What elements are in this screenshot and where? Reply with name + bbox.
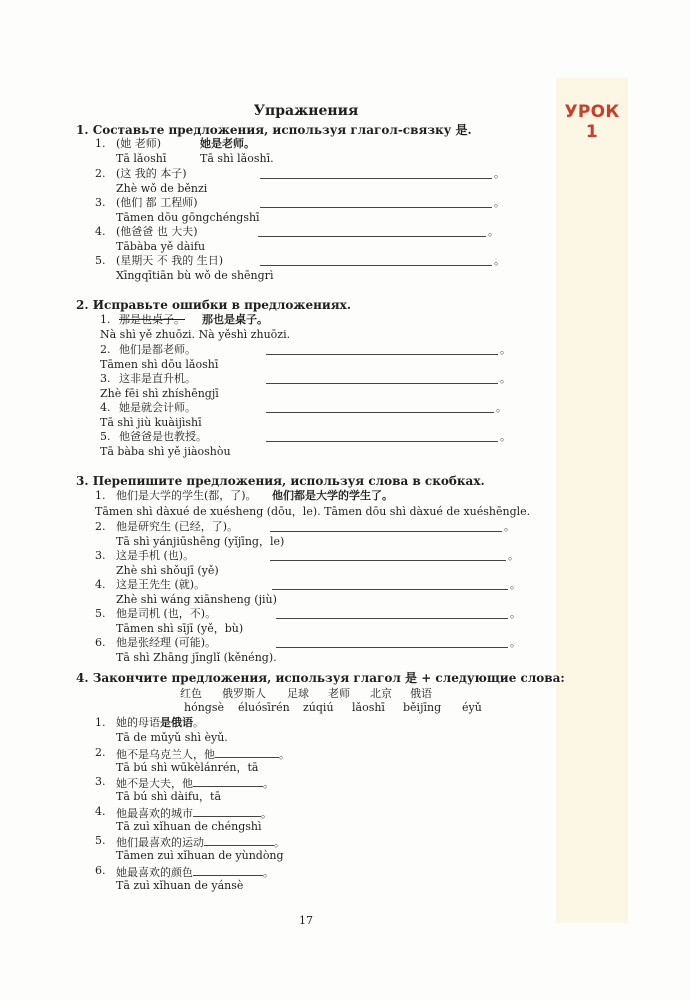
word-bank-pinyin: zúqiú <box>303 701 334 714</box>
answer-blank[interactable] <box>193 864 263 876</box>
ex2-item-end: 。 <box>500 430 511 443</box>
ex2-item-num: 3. <box>100 372 111 385</box>
ex2-item-pinyin: Zhè fēi shì zhíshēngjī <box>100 387 219 400</box>
ex2-item-pinyin: Tā shì jiù kuàijìshī <box>100 416 202 429</box>
ex3-item-pinyin: Tāmen shì dàxué de xuésheng (dōu，le). Tāmen dōu shì dàxué de xuéshēngle. <box>95 505 531 518</box>
ex1-item-pinyin-answer: Tā shì lǎoshī. <box>200 152 274 165</box>
ex4-item-pinyin: Tā de mǔyǔ shì èyǔ. <box>116 731 228 744</box>
ex4-item-num: 2. <box>95 746 106 759</box>
ex3-item-text: 这是手机 (也)。 <box>116 549 195 562</box>
answer-line[interactable] <box>258 236 486 237</box>
lesson-side-tab <box>556 78 628 923</box>
ex3-item-end: 。 <box>508 549 519 562</box>
ex4-item-answer: 是俄语 <box>160 716 193 729</box>
answer-line[interactable] <box>276 618 508 619</box>
ex4-item-text: 他不是乌克兰人，他 <box>116 748 215 761</box>
ex2-item-answer: 那也是桌子。 <box>202 313 268 326</box>
exercise-3-heading: 3. Перепишите предложения, используя слова в скобках. <box>76 474 485 488</box>
ex4-item-num: 6. <box>95 864 106 877</box>
answer-blank[interactable] <box>215 746 279 758</box>
ex4-item-tail: 。 <box>263 777 274 790</box>
ex1-item-pinyin: Tābàba yě dàifu <box>116 240 206 253</box>
ex3-item-answer: 他们都是大学的学生了。 <box>272 489 393 502</box>
answer-blank[interactable] <box>193 805 261 817</box>
ex2-item-num: 1. <box>100 313 111 326</box>
ex1-item-prompt: (他们 都 工程师) <box>116 196 198 209</box>
ex2-item-end: 。 <box>500 343 511 356</box>
ex1-item-pinyin: Tā lǎoshī <box>116 152 167 165</box>
ex2-item-end: 。 <box>500 372 511 385</box>
word-bank-cn: 红色 <box>180 687 202 700</box>
ex4-item-line <box>116 746 290 762</box>
ex1-item-end: 。 <box>494 167 505 180</box>
ex1-item-num: 5. <box>95 254 106 267</box>
ex2-item-text: 这非是直升机。 <box>119 372 196 385</box>
answer-line[interactable] <box>260 207 492 208</box>
ex4-item-tail: 。 <box>263 866 274 879</box>
word-bank-cn: 北京 <box>370 687 392 700</box>
ex3-item-num: 6. <box>95 636 106 649</box>
ex3-item-pinyin: Tā shì Zhāng jīnglǐ (kěnéng). <box>116 651 277 664</box>
ex4-item-tail: 。 <box>274 836 285 849</box>
answer-line[interactable] <box>272 589 508 590</box>
answer-line[interactable] <box>266 412 494 413</box>
ex2-item-pinyin: Tā bàba shì yě jiàoshòu <box>100 445 231 458</box>
ex4-item-line <box>116 775 274 791</box>
answer-line[interactable] <box>266 354 498 355</box>
ex1-item-pinyin: Tāmen dōu gōngchéngshī <box>116 211 260 224</box>
ex2-item-text: 他们是都老师。 <box>119 343 196 356</box>
word-bank-pinyin: hóngsè <box>184 701 224 714</box>
word-bank-cn: 俄罗斯人 <box>222 687 266 700</box>
ex2-item-num: 5. <box>100 430 111 443</box>
word-bank-cn: 足球 <box>287 687 309 700</box>
page-title: Упражнения <box>253 103 359 119</box>
lesson-word: УРОК <box>564 102 620 122</box>
ex4-item-tail: 。 <box>261 807 272 820</box>
ex1-item-prompt: (他爸爸 也 大夫) <box>116 225 198 238</box>
ex4-item-text: 他们最喜欢的运动 <box>116 836 204 849</box>
answer-line[interactable] <box>276 647 508 648</box>
exercise-1-heading: 1. Составьте предложения, используя глагол-связку 是. <box>76 123 472 137</box>
ex1-item-num: 2. <box>95 167 106 180</box>
ex2-item-pinyin: Nà shì yě zhuōzi. Nà yěshì zhuōzi. <box>100 328 291 341</box>
ex3-item-end: 。 <box>510 607 521 620</box>
ex3-item-pinyin: Zhè shì shǒujī (yě) <box>116 564 219 577</box>
ex2-item-pinyin: Tāmen shì dōu lǎoshī <box>100 358 219 371</box>
ex1-item-answer: 她是老师。 <box>200 137 255 150</box>
ex3-item-end: 。 <box>510 636 521 649</box>
ex4-item-num: 5. <box>95 834 106 847</box>
word-bank-cn: 老师 <box>328 687 350 700</box>
word-bank-cn: 俄语 <box>410 687 432 700</box>
ex2-item-text: 他爸爸是也教授。 <box>119 430 207 443</box>
ex1-item-num: 1. <box>95 137 106 150</box>
ex4-item-text: 他最喜欢的城市 <box>116 807 193 820</box>
exercise-4-heading: 4. Закончите предложения, используя глагол 是 + следующие слова: <box>76 671 565 685</box>
ex1-item-pinyin: Zhè wǒ de běnzi <box>116 182 208 195</box>
ex1-item-prompt: (她 老师) <box>116 137 162 150</box>
page-number: 17 <box>299 914 313 927</box>
ex1-item-num: 3. <box>95 196 106 209</box>
word-bank-pinyin: lǎoshī <box>352 701 385 714</box>
answer-line[interactable] <box>260 265 492 266</box>
ex1-item-num: 4. <box>95 225 106 238</box>
ex4-item-pinyin: Tāmen zuì xǐhuan de yùndòng <box>116 849 284 862</box>
ex4-item-tail: 。 <box>279 748 290 761</box>
answer-blank[interactable] <box>204 834 274 846</box>
answer-blank[interactable] <box>193 775 263 787</box>
word-bank-pinyin: éyǔ <box>462 701 482 714</box>
ex2-item-end: 。 <box>496 401 507 414</box>
exercise-2-heading: 2. Исправьте ошибки в предложениях. <box>76 298 351 312</box>
ex3-item-text: 他是研究生 (已经，了)。 <box>116 520 239 533</box>
ex3-item-num: 5. <box>95 607 106 620</box>
ex3-item-pinyin: Zhè shì wáng xiānsheng (jiù) <box>116 593 277 606</box>
ex3-item-text: 他是张经理 (可能)。 <box>116 636 217 649</box>
ex4-item-text: 她的母语 <box>116 716 160 729</box>
word-bank-pinyin: běijīng <box>403 701 442 714</box>
ex4-item-num: 3. <box>95 775 106 788</box>
ex3-item-end: 。 <box>510 578 521 591</box>
ex1-item-end: 。 <box>494 196 505 209</box>
ex2-item-wrong: 那是也桌子。 <box>119 313 185 326</box>
answer-line[interactable] <box>270 531 502 532</box>
ex3-item-text: 他们是大学的学生(都，了)。 <box>116 489 257 502</box>
ex3-item-num: 3. <box>95 549 106 562</box>
ex4-item-text: 她最喜欢的颜色 <box>116 866 193 879</box>
ex4-item-pinyin: Tā zuì xǐhuan de chéngshì <box>116 820 262 833</box>
ex1-item-pinyin: Xīngqītiān bù wǒ de shēngrì <box>116 269 274 282</box>
ex2-item-text: 她是就会计师。 <box>119 401 196 414</box>
ex3-item-pinyin: Tāmen shì sījī (yě，bù) <box>116 622 244 635</box>
ex1-item-prompt: (这 我的 本子) <box>116 167 187 180</box>
ex4-item-line <box>116 805 272 821</box>
ex3-item-num: 2. <box>95 520 106 533</box>
ex4-item-num: 1. <box>95 716 106 729</box>
ex4-item-pinyin: Tā zuì xǐhuan de yánsè <box>116 879 244 892</box>
ex1-item-end: 。 <box>494 254 505 267</box>
ex4-item-line <box>116 864 274 880</box>
ex4-item-text: 她不是大夫，他 <box>116 777 193 790</box>
answer-line[interactable] <box>260 178 492 179</box>
ex4-item-line <box>116 716 204 730</box>
word-bank-pinyin: éluósīrén <box>238 701 290 714</box>
ex4-item-line <box>116 834 285 850</box>
answer-line[interactable] <box>266 441 498 442</box>
answer-line[interactable] <box>270 560 506 561</box>
ex4-item-tail: 。 <box>193 716 204 729</box>
ex3-item-num: 4. <box>95 578 106 591</box>
ex2-item-num: 4. <box>100 401 111 414</box>
ex1-item-end: 。 <box>488 225 499 238</box>
ex3-item-text: 这是王先生 (就)。 <box>116 578 206 591</box>
ex2-item-num: 2. <box>100 343 111 356</box>
ex4-item-pinyin: Tā bú shì dàifu，tā <box>116 790 222 803</box>
ex4-item-pinyin: Tā bú shì wūkèlánrén，tā <box>116 761 259 774</box>
lesson-number: 1 <box>585 122 599 142</box>
ex3-item-text: 他是司机 (也，不)。 <box>116 607 217 620</box>
ex3-item-pinyin: Tā shì yánjiūshēng (yǐjīng，le) <box>116 535 285 548</box>
ex3-item-end: 。 <box>504 520 515 533</box>
ex1-item-prompt: (星期天 不 我的 生日) <box>116 254 224 267</box>
answer-line[interactable] <box>266 383 498 384</box>
ex4-item-num: 4. <box>95 805 106 818</box>
ex3-item-num: 1. <box>95 489 106 502</box>
